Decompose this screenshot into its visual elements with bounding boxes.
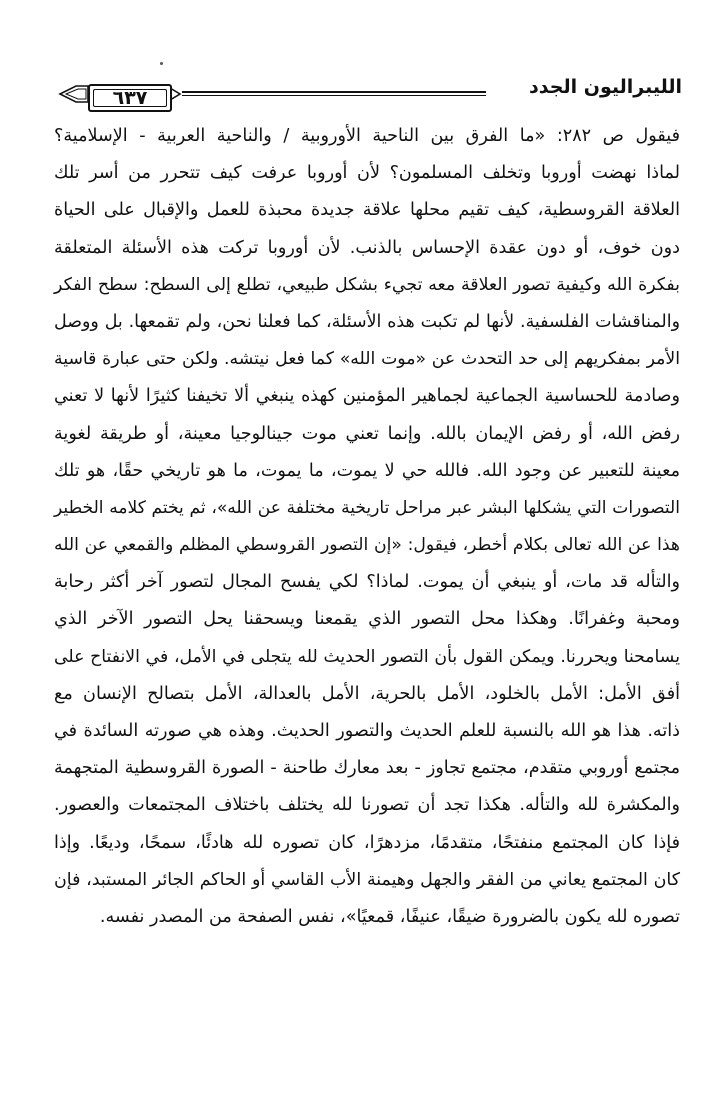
text-line: لماذا نهضت أوروبا وتخلف المسلمون؟ لأن أوروبا عرفت كيف تتحرر من أسر تلك	[54, 163, 680, 184]
text-line: بفكرة الله وكيفية تصور العلاقة معه تجيء بشكل طبيعي، تطلع إلى السطح: سطح الفكر	[54, 274, 680, 295]
scan-speck	[160, 62, 163, 65]
text-line: هذا عن الله تعالى بكلام أخطر، فيقول: «إن التصور القروسطي المظلم والقمعي عن الله	[54, 535, 680, 556]
text-line: والمناقشات الفلسفية. لأنها لم تكبت هذه الأسئلة، كما فعلنا نحن، ولم تقمعها. بل ووصل	[54, 311, 680, 332]
body-text	[54, 118, 680, 936]
text-line: الأمر بمفكريهم إلى حد التحدث عن «موت الله» كما فعل نيتشه. ولكن حتى عبارة قاسية	[54, 349, 680, 370]
text-line: دون خوف، أو دون عقدة الإحساس بالذنب. لأن أوروبا تركت هذه الأسئلة المتعلقة	[54, 237, 680, 258]
text-line: أفق الأمل: الأمل بالخلود، الأمل بالحرية، الأمل بالعدالة، الأمل بتصالح الإنسان مع	[54, 683, 680, 704]
text-line: التصورات التي يشكلها البشر عبر مراحل تاريخية مختلفة عن الله»، ثم يختم كلامه الخطير	[54, 497, 680, 518]
text-line: والتأله قد مات، أو ينبغي أن يموت. لماذا؟ لكي يفسح المجال لتصور آخر أكثر رحابة	[54, 572, 680, 593]
text-line: مجتمع أوروبي متقدم، مجتمع تجاوز - بعد معارك طاحنة - الصورة القروسطية المتجهمة	[54, 758, 680, 779]
text-line: فإذا كان المجتمع منفتحًا، متقدمًا، مزدهرًا، كان تصوره لله هادئًا، سمحًا، وديعًا. وإذا	[54, 832, 680, 853]
text-line: تصوره لله يكون بالضرورة ضيقًا، عنيفًا، قمعيًا»، نفس الصفحة من المصدر نفسه.	[99, 906, 680, 927]
text-line: فيقول ص ٢٨٢: «ما الفرق بين الناحية الأوروبية / والناحية العربية - الإسلامية؟	[54, 126, 680, 146]
text-line: وصادمة للحساسية الجماعية لجماهير المؤمنين كهذه ينبغي ألا تخيفنا كثيرًا لأنها لا تعني	[54, 386, 680, 407]
text-line: رفض الله، أو رفض الإيمان بالله. وإنما تعني موت جينالوجيا معينة، أو طريقة لغوية	[54, 423, 680, 444]
header-rule-thick	[182, 91, 486, 93]
text-line: معينة للتعبير عن وجود الله. فالله حي لا يموت، ما يموت، ما هو تاريخي حقًا، هو تلك	[54, 460, 680, 481]
text-line: يسامحنا ويحررنا. ويمكن القول بأن التصور الحديث لله يتجلى في الأمل، في الانفتاح على	[54, 646, 680, 667]
running-header	[58, 74, 682, 112]
text-line: ذاته. هذا هو الله بالنسبة للعلم الحديث والتصور الحديث. وهذه هي صورته السائدة في	[54, 721, 680, 741]
text-line: ومحبة وغفرانًا. وهكذا محل التصور الذي يقمعنا ويسحقنا يحل التصور الآخر الذي	[54, 609, 680, 630]
text-line: كان المجتمع يعاني من الفقر والجهل وهيمنة الأب القاسي أو الحاكم الجائر المستبد، فإن	[54, 869, 680, 890]
page-number-frame	[88, 84, 172, 112]
header-rule-thin	[182, 95, 486, 96]
book-title: الليبراليون الجدد	[529, 76, 682, 98]
page-number-ornament	[58, 82, 182, 109]
text-line: والمكشرة لله والتأله. هكذا تجد أن تصورنا لله يختلف باختلاف المجتمعات والعصور.	[54, 795, 680, 816]
page-number: ٦٣٧	[112, 87, 148, 109]
text-line: العلاقة القروسطية، كيف تقيم محلها علاقة جديدة محبذة للعمل والإقبال على الحياة	[54, 200, 680, 221]
